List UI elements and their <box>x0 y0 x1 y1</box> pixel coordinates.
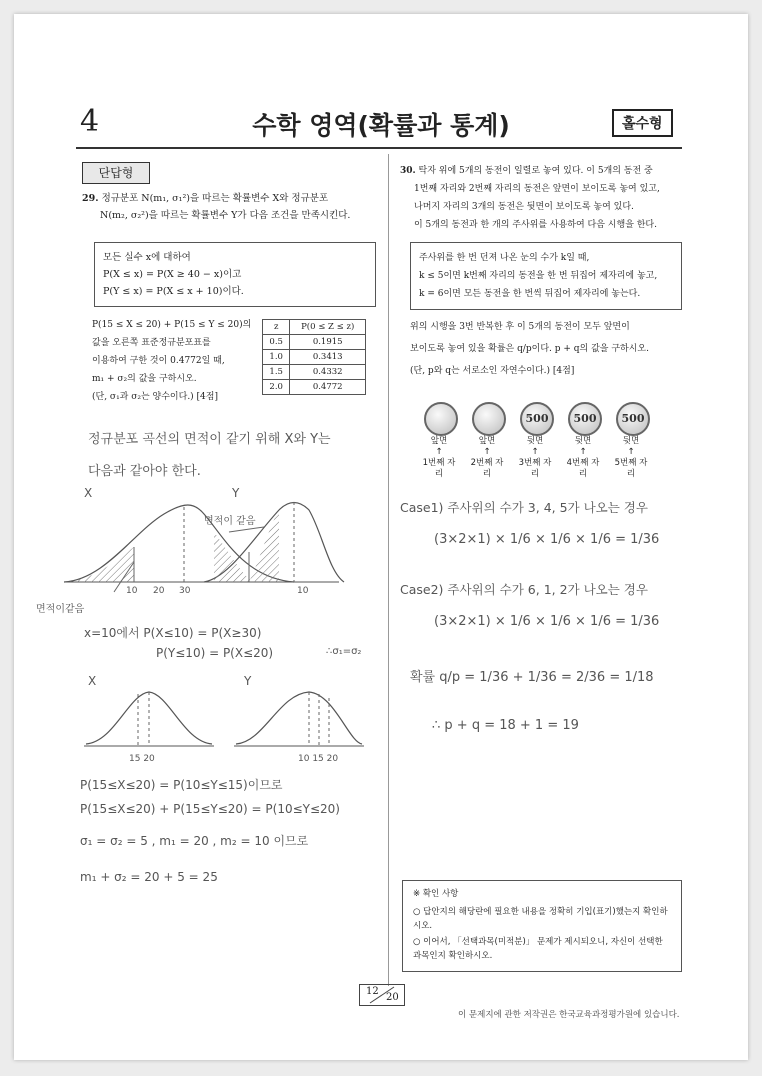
check-notes-box <box>402 880 682 972</box>
coin-heads-icon <box>424 402 458 436</box>
coin-face-label: 앞면 <box>478 436 496 446</box>
table-row <box>263 335 366 350</box>
page-title: 수학 영역(확률과 통계) <box>252 111 510 140</box>
q29-text-line: 값을 오른쪽 표준정규분포표를 <box>92 338 211 348</box>
hw-graph2 <box>74 684 364 754</box>
q29-question-text <box>92 316 272 406</box>
hw-eq3: P(15≤X≤20) = P(10≤Y≤15)이므로 <box>80 778 283 792</box>
table-cell: 0.1915 <box>290 335 366 350</box>
hw-intro-line1: 정규분포 곡선의 면적이 같기 위해 X와 Y는 <box>88 432 331 447</box>
coin-arrow: ↑ <box>579 447 587 457</box>
q30-after-line: (단, p와 q는 서로소인 자연수이다.) [4점] <box>410 366 575 376</box>
column-divider <box>388 154 389 986</box>
hw-graph1-x-label: X <box>84 486 93 500</box>
notes-title: ※ 확인 사항 <box>413 889 459 899</box>
table-row <box>263 365 366 380</box>
hw-case2-eq: (3×2×1) × 1/6 × 1/6 × 1/6 = 1/36 <box>434 614 660 629</box>
coin-arrow: ↑ <box>435 447 443 457</box>
table-row <box>263 380 366 395</box>
table-cell: 0.4772 <box>290 380 366 395</box>
form-type-badge: 홀수형 <box>612 109 673 137</box>
hw-eq4: P(15≤X≤20) + P(15≤Y≤20) = P(10≤Y≤20) <box>80 802 340 816</box>
coin-tails-icon <box>520 402 554 436</box>
hw-graph2-y-ticks: 10 15 20 <box>298 754 339 764</box>
q29-stem-line2: N(m₂, σ₂²)을 따르는 확률변수 Y가 다음 조건을 만족시킨다. <box>100 210 351 221</box>
q29-stem-line1: 정규분포 N(m₁, σ₁²)을 따르는 확률변수 X와 정규분포 <box>101 193 329 204</box>
hw-case1-eq: (3×2×1) × 1/6 × 1/6 × 1/6 = 1/36 <box>434 532 660 547</box>
hw-same-area-note-left: 면적이같음 <box>36 604 85 615</box>
coin-row <box>424 402 684 482</box>
hw-graph1-y-label: Y <box>232 486 240 500</box>
hw-eq6: m₁ + σ₂ = 20 + 5 = 25 <box>80 870 218 884</box>
coin-5 <box>616 402 651 480</box>
coin-face-label: 앞면 <box>430 436 448 446</box>
normal-distribution-table <box>262 319 366 395</box>
hw-same-area-note-top: 면적이 같음 <box>204 516 256 527</box>
coin-3 <box>520 402 555 480</box>
page-indicator <box>359 984 405 1006</box>
coin-position-label: 1번째 자리 <box>422 458 456 479</box>
hw-graph1-tick-20: 20 <box>153 586 165 596</box>
hw-prob-eq: 확률 q/p = 1/36 + 1/36 = 2/36 = 1/18 <box>410 670 654 685</box>
copyright-notice: 이 문제지에 관한 저작권은 한국교육과정평가원에 있습니다. <box>458 1010 680 1020</box>
q29-box-line: 모든 실수 x에 대하여 <box>103 252 191 263</box>
coin-2 <box>472 402 507 480</box>
q30-box-line: 주사위를 한 번 던져 나온 눈의 수가 k일 때, <box>419 253 590 263</box>
coin-arrow: ↑ <box>627 447 635 457</box>
q30-box-line: k = 6이면 모든 동전을 한 번씩 뒤집어 제자리에 놓는다. <box>419 289 641 299</box>
coin-heads-icon <box>472 402 506 436</box>
coin-position-label: 2번째 자리 <box>470 458 504 479</box>
q29-text-line: 이용하여 구한 것이 0.4772일 때, <box>92 356 225 366</box>
hw-graph1-tick-30: 30 <box>179 586 191 596</box>
q30-line: 나머지 자리의 3개의 동전은 뒷면이 보이도록 놓여 있다. <box>414 202 634 212</box>
coin-arrow: ↑ <box>483 447 491 457</box>
table-header: z <box>263 320 290 335</box>
graph1-x-left-tail <box>64 547 134 582</box>
q29-text-line: m₁ + σ₂의 값을 구하시오. <box>92 374 197 384</box>
notes-item: ○ 답안지의 해당란에 필요한 내용을 정확히 기입(표기)했는지 확인하시오. <box>413 907 668 931</box>
hw-graph2-x-ticks: 15 20 <box>129 754 155 764</box>
hw-eq1: x=10에서 P(X≤10) = P(X≥30) <box>84 626 262 640</box>
table-row <box>263 350 366 365</box>
graph1-x-right-tail <box>214 532 254 582</box>
hw-case1: Case1) 주사위의 수가 3, 4, 5가 나오는 경우 <box>400 500 648 515</box>
section-label: 단답형 <box>82 162 150 184</box>
q29-condition-box <box>94 242 376 307</box>
q29-stem <box>82 190 382 224</box>
q30-line: 1번째 자리와 2번째 자리의 동전은 앞면이 보이도록 놓여 있고, <box>414 184 660 194</box>
q30-line: 이 5개의 동전과 한 개의 주사위를 사용하여 다음 시행을 한다. <box>414 220 657 230</box>
coin-position-label: 3번째 자리 <box>518 458 552 479</box>
hw-intro-line2: 다음과 같아야 한다. <box>88 464 201 479</box>
hw-final: ∴ p + q = 18 + 1 = 19 <box>432 718 579 733</box>
q30-after-line: 보이도록 놓여 있을 확률은 q/p이다. p + q의 값을 구하시오. <box>410 344 649 354</box>
hw-graph1-tick-y10: 10 <box>297 586 309 596</box>
coin-tails-icon <box>616 402 650 436</box>
page-current: 12 <box>366 986 379 997</box>
notes-item: ○ 이어서, 「선택과목(미적분)」 문제가 제시되오니, 자신이 선택한 과목인지 확인하시오. <box>413 937 663 961</box>
q29-text-line: (단, σ₁과 σ₂는 양수이다.) [4점] <box>92 392 218 402</box>
q29-text-line: P(15 ≤ X ≤ 20) + P(15 ≤ Y ≤ 20)의 <box>92 320 252 330</box>
coin-face-label: 뒷면 <box>622 436 640 446</box>
table-cell: 1.5 <box>263 365 290 380</box>
hw-graph1-tick-10: 10 <box>126 586 138 596</box>
exam-page <box>14 14 748 1060</box>
graph1-y-left-tail <box>249 510 279 582</box>
q29-box-line: P(X ≤ x) = P(X ≥ 40 − x)이고 <box>103 269 242 280</box>
q30-question-text <box>410 316 690 382</box>
graph2-y-curve <box>236 692 362 744</box>
q30-line: 탁자 위에 5개의 동전이 일렬로 놓여 있다. 이 5개의 동전 중 <box>418 166 653 176</box>
q30-box-line: k ≤ 5이면 k번째 자리의 동전을 한 번 뒤집어 제자리에 놓고, <box>419 271 658 281</box>
coin-4 <box>568 402 603 480</box>
coin-face-label: 뒷면 <box>574 436 592 446</box>
page-number-header: 4 <box>80 104 100 139</box>
q30-number: 30. <box>400 166 416 176</box>
hw-eq5: σ₁ = σ₂ = 5 , m₁ = 20 , m₂ = 10 이므로 <box>80 834 309 848</box>
table-cell: 0.3413 <box>290 350 366 365</box>
coin-text: 500 <box>621 412 645 425</box>
coin-tails-icon <box>568 402 602 436</box>
header-divider <box>76 147 682 149</box>
graph1-pointer <box>229 527 264 532</box>
coin-arrow: ↑ <box>531 447 539 457</box>
coin-position-label: 5번째 자리 <box>614 458 648 479</box>
coin-text: 500 <box>525 412 549 425</box>
coin-1 <box>424 402 459 480</box>
hw-graph2-y-label: Y <box>244 674 252 688</box>
hw-eq2-note: ∴σ₁=σ₂ <box>326 646 362 657</box>
hw-eq2: P(Y≤10) = P(X≤20) <box>156 646 274 660</box>
q30-after-line: 위의 시행을 3번 반복한 후 이 5개의 동전이 모두 앞면이 <box>410 322 630 332</box>
table-cell: 2.0 <box>263 380 290 395</box>
hw-graph1 <box>54 492 354 602</box>
q30-rule-box <box>410 242 682 310</box>
hw-graph2-x-label: X <box>88 674 97 688</box>
hw-case2: Case2) 주사위의 수가 6, 1, 2가 나오는 경우 <box>400 582 648 597</box>
table-cell: 0.4332 <box>290 365 366 380</box>
page-total: 20 <box>386 992 399 1003</box>
q29-box-line: P(Y ≤ x) = P(X ≤ x + 10)이다. <box>103 286 244 297</box>
coin-position-label: 4번째 자리 <box>566 458 600 479</box>
q30-stem <box>400 162 690 234</box>
coin-face-label: 뒷면 <box>526 436 544 446</box>
coin-text: 500 <box>573 412 597 425</box>
q29-number: 29. <box>82 193 99 204</box>
table-cell: 1.0 <box>263 350 290 365</box>
table-cell: 0.5 <box>263 335 290 350</box>
table-header: P(0 ≤ Z ≤ z) <box>290 320 366 335</box>
